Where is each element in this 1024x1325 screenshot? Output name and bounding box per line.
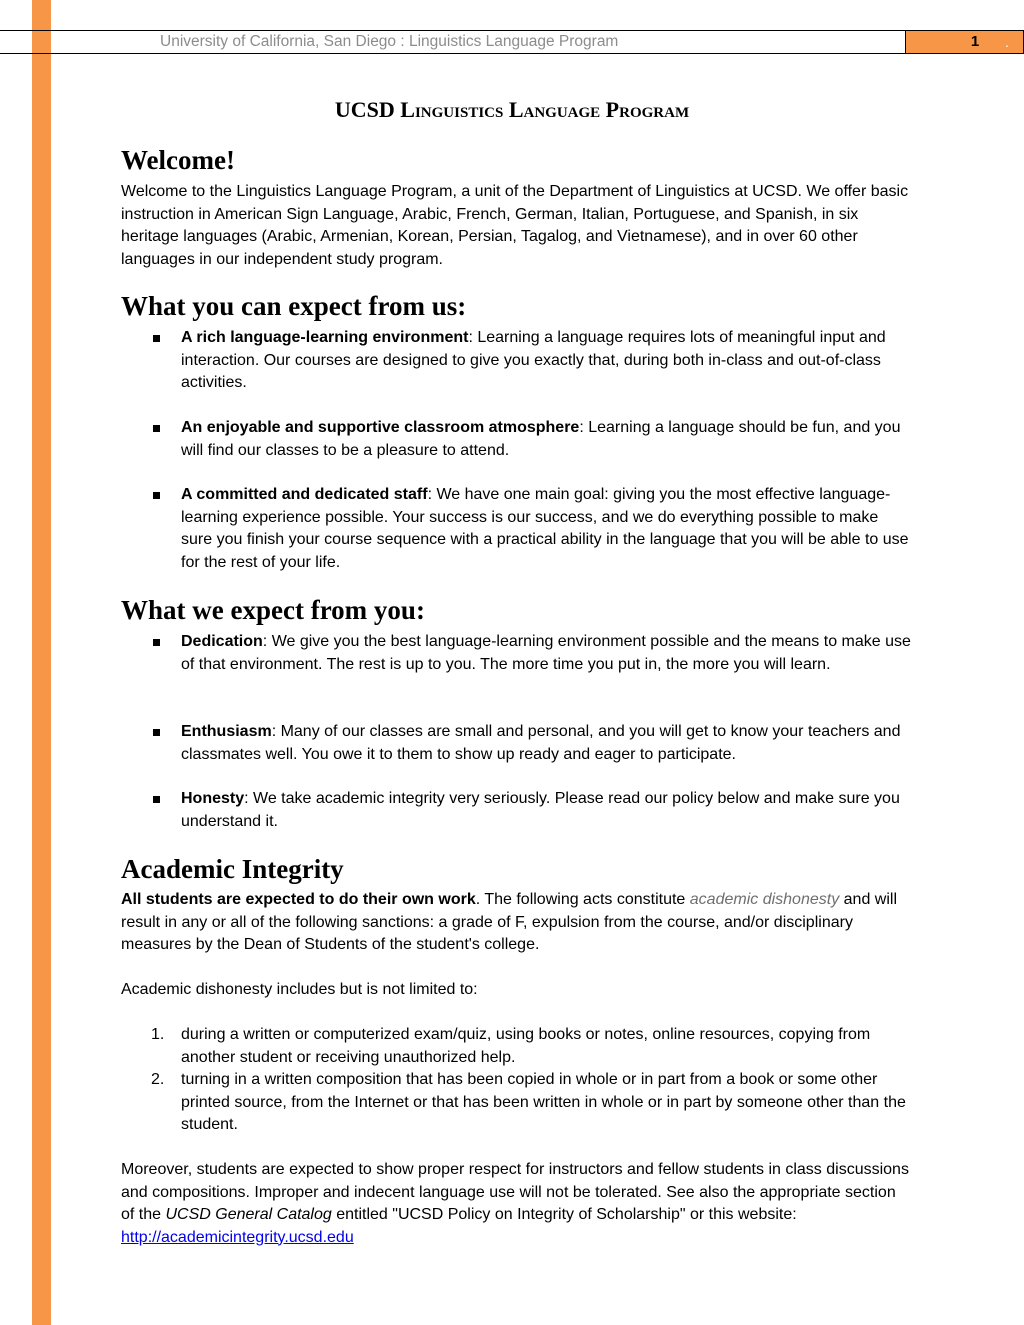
integrity-intro-text: . The following acts constitute — [475, 891, 690, 908]
academic-integrity-link[interactable]: http://academicintegrity.ucsd.edu — [121, 1228, 354, 1246]
item-title: An enjoyable and supportive classroom atmosphere — [181, 419, 580, 436]
item-text: : We have one main goal: giving you the most effective language-learning experience possible. Your success is our success, and we do everything possible to make sure you finish your course sequence with a practical ability in the language that you will be able to use for the rest of your life. — [181, 486, 909, 571]
welcome-heading: Welcome! — [121, 145, 235, 175]
catalog-title: UCSD General Catalog — [165, 1206, 332, 1223]
integrity-intro-paragraph — [121, 889, 911, 957]
list-item — [181, 721, 911, 766]
side-accent-bar — [32, 0, 51, 1325]
integrity-intro-emphasis: academic dishonesty — [689, 891, 840, 908]
page-number: 1 — [970, 33, 980, 50]
numbered-item-label: 2. — [151, 1071, 165, 1088]
integrity-intro-text: and will result in any or all of the following sanctions: a grade of F, expulsion from the course, and/or disciplinary measures by the Dean of Students of the student's college. — [121, 891, 898, 953]
list-item — [181, 631, 911, 676]
bullet-marker — [153, 639, 160, 646]
header-title: University of California, San Diego : Linguistics Language Program — [160, 33, 619, 50]
bullet-marker — [153, 335, 160, 342]
respect-text: entitled "UCSD Policy on Integrity of Scholarship" or this website: — [331, 1206, 797, 1223]
list-item — [181, 788, 911, 833]
item-text: : Learning a language should be fun, and you will find our classes to be a pleasure to attend. — [181, 419, 901, 459]
academic-integrity-heading: Academic Integrity — [121, 854, 344, 884]
item-title: Honesty — [181, 790, 245, 807]
expect-from-us-heading: What you can expect from us: — [121, 291, 467, 321]
numbered-item-label: 1. — [151, 1026, 165, 1043]
bullet-marker — [153, 425, 160, 432]
respect-paragraph — [121, 1159, 911, 1249]
welcome-paragraph: Welcome to the Linguistics Language Program, a unit of the Department of Linguistics at UCSD. We offer basic instruction in American Sign Language, Arabic, French, German, Italian, Portuguese, and Spanish, in six heritage languages (Arabic, Armenian, Korean, Persian, Tagalog, and Vietnamese), and in over 60 other languages in our independent study program. — [121, 183, 909, 268]
list-item — [181, 484, 911, 574]
item-title: Dedication — [181, 633, 263, 650]
list-item — [181, 417, 911, 462]
dishonesty-includes-text: Academic dishonesty includes but is not limited to: — [121, 981, 478, 998]
list-item — [181, 327, 911, 395]
integrity-intro-bold: All students are expected to do their own work — [121, 891, 476, 908]
item-title: A committed and dedicated staff — [181, 486, 428, 503]
item-text: : We take academic integrity very seriously. Please read our policy below and make sure you understand it. — [181, 790, 900, 830]
page-number-suffix: . — [1005, 34, 1009, 50]
document-title: UCSD Linguistics Language Program — [334, 97, 690, 122]
respect-text: Moreover, students are expected to show proper respect for instructors and fellow students in class discussions and compositions. Improper and indecent language use will not be tolerated. See also the appropriate section of the — [121, 1161, 909, 1223]
numbered-item: turning in a written composition that has been copied in whole or in part from a book or some other printed source, from the Internet or that has been written in whole or in part by someone other than the student. — [181, 1071, 906, 1133]
bullet-marker — [153, 492, 160, 499]
item-text: : Many of our classes are small and personal, and you will get to know your teachers and classmates well. You owe it to them to show up ready and eager to participate. — [181, 723, 901, 763]
item-text: : We give you the best language-learning environment possible and the means to make use of that environment. The rest is up to you. The more time you put in, the more you will learn. — [181, 633, 911, 673]
item-title: Enthusiasm — [181, 723, 272, 740]
item-text: : Learning a language requires lots of meaningful input and interaction. Our courses are designed to give you exactly that, during both in-class and out-of-class activities. — [181, 329, 886, 391]
expect-from-you-heading: What we expect from you: — [121, 595, 425, 625]
item-title: A rich language-learning environment — [181, 329, 469, 346]
bullet-marker — [153, 729, 160, 736]
numbered-item: during a written or computerized exam/quiz, using books or notes, online resources, copying from another student or receiving unauthorized help. — [181, 1026, 871, 1066]
bullet-marker — [153, 796, 160, 803]
